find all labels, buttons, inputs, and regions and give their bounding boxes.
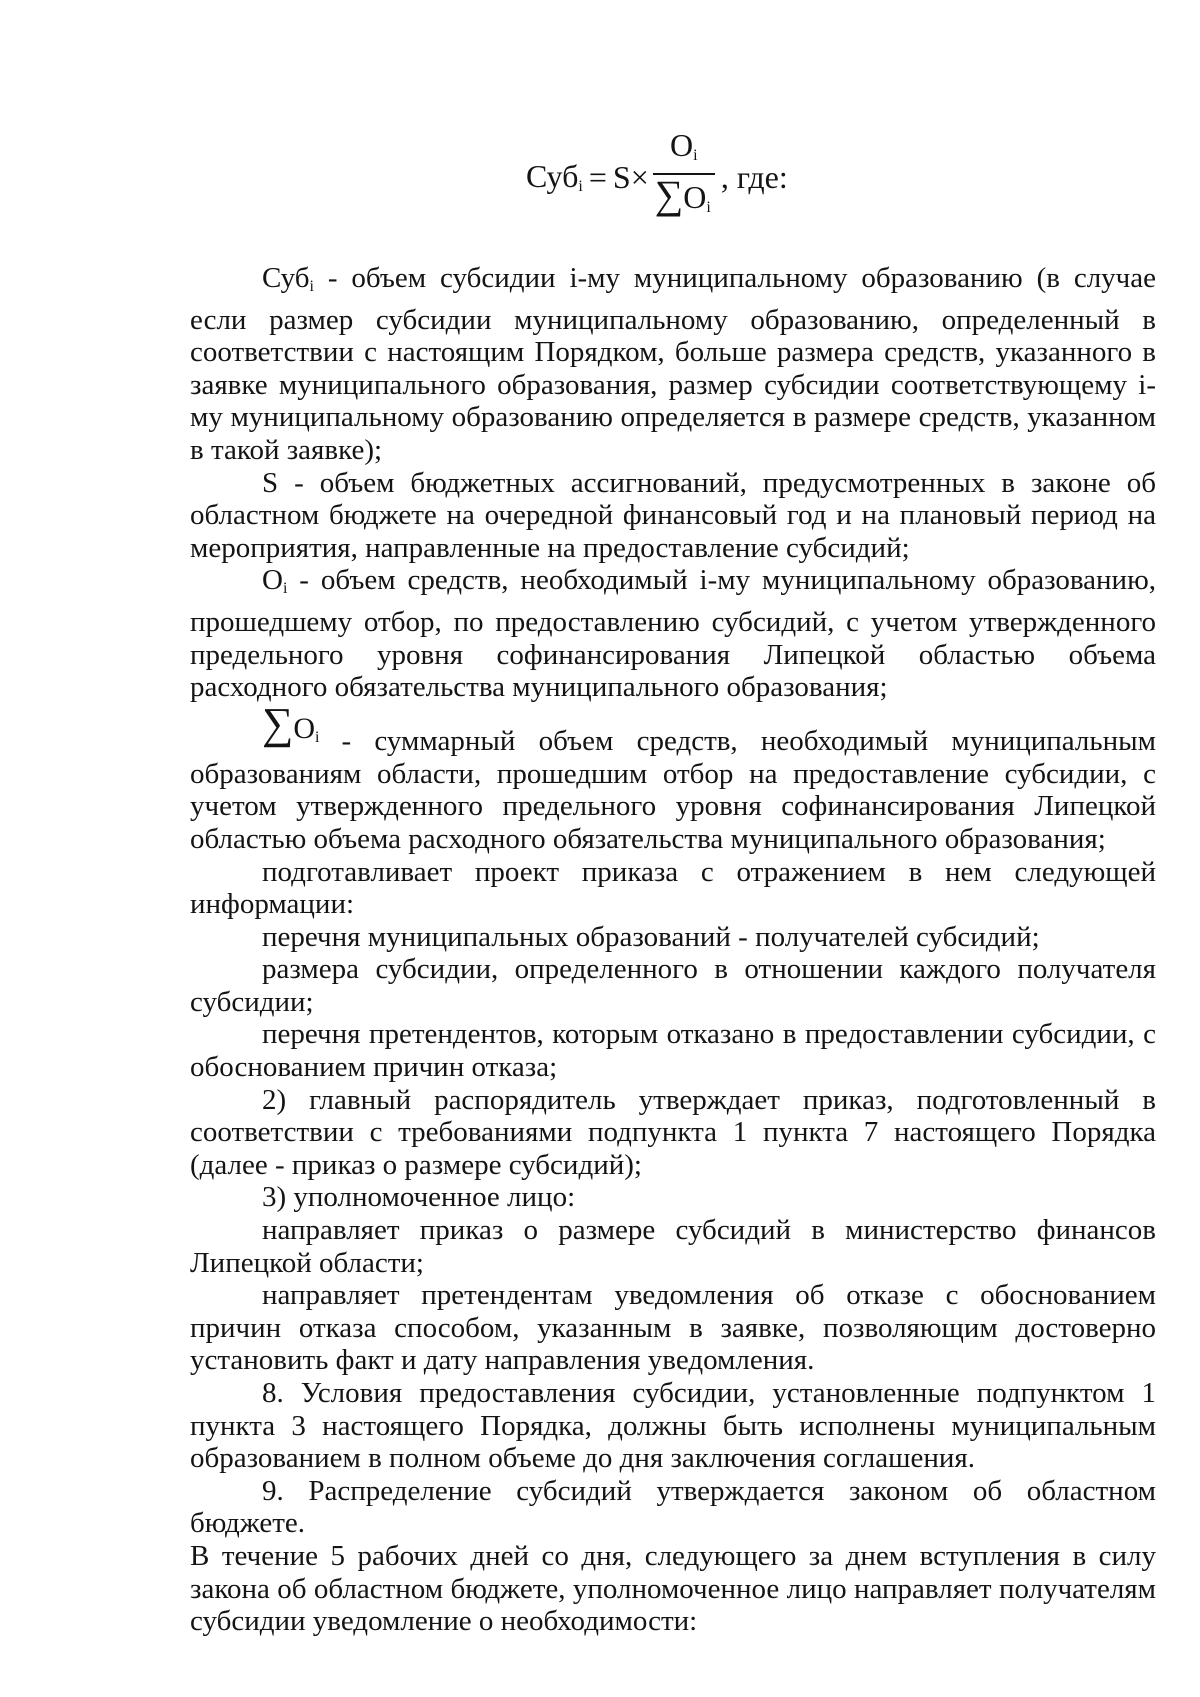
formula-s: S <box>612 158 631 195</box>
paragraph: 9. Распределение субсидий утверждается законом об областном бюджете. <box>190 1474 1156 1540</box>
paragraph: перечня претендентов, которым отказано в предоставлении субсидии, с обоснованием причин отказа; <box>190 1018 1156 1084</box>
definition-sum-o-i <box>190 698 1156 758</box>
paragraph: подготавливает проект приказа с отражением в нем следующей информации: <box>190 855 1156 921</box>
formula-denominator: $\sum O_i$ <box>653 173 715 226</box>
sum-symbol: $\sum O_i$ <box>262 698 320 748</box>
paragraph: направляет претендентам уведомления об отказе с обоснованием причин отказа способом, указанным в заявке, позволяющим достоверно установить факт и дату направления уведомления. <box>190 1279 1156 1377</box>
paragraph: 3) уполномоченное лицо: <box>262 1181 576 1214</box>
formula-suffix: , где: <box>720 158 788 195</box>
sum-definition-first-line: - суммарный объем средств, необходимый муниципальным <box>341 725 1156 758</box>
formula-times: × <box>630 158 649 195</box>
formula-fraction <box>653 128 715 226</box>
sum-definition-rest: образованиям области, прошедшим отбор на предоставление субсидии, с учетом утвержденного предельного уровня софинансирования Липецкой областью объема расходного обязательства муниципального образования; <box>190 757 1156 855</box>
final-paragraph: В течение 5 рабочих дней со дня, следующего за днем вступления в силу закона об областном бюджете, уполномоченное лицо направляет получателям субсидии уведомление о необходимости: <box>190 1539 1156 1638</box>
subsidy-formula <box>526 128 788 226</box>
paragraph: 2) главный распорядитель утверждает приказ, подготовленный в соответствии с требованиями подпункта 1 пункта 7 настоящего Порядка (далее - приказ о размере субсидий); <box>190 1083 1156 1181</box>
definition-s: S - объем бюджетных ассигнований, предусмотренных в законе об областном бюджете на очередной финансовый год и на плановый период на мероприятия, направленные на предоставление субсидий; <box>190 466 1156 564</box>
paragraph: перечня муниципальных образований - получателей субсидий; <box>262 920 1040 953</box>
document-body <box>190 262 1156 1638</box>
paragraph: 8. Условия предоставления субсидии, установленные подпунктом 1 пункта 3 настоящего Порядка, должны быть исполнены муниципальным образованием в полном объеме до дня заключения соглашения. <box>190 1377 1156 1475</box>
formula-equals: = <box>588 158 607 195</box>
formula-lhs: Суб$_i$ <box>526 158 583 195</box>
paragraph: размера субсидии, определенного в отношении каждого получателя субсидии; <box>190 953 1156 1018</box>
formula-numerator: $O_i$ <box>670 127 698 164</box>
definition-sub-i: Суб$_i$ - объем субсидии i-му муниципальному образованию (в случае если размер субсидии муниципальному образованию, определенный в соответствии с настоящим Порядком, больше размера средств, указанного в заявке муниципального образования, размер субсидии соответствующему i-му муниципальному образованию определяется в размере средств, указанном в такой заявке); <box>190 262 1156 466</box>
paragraph: направляет приказ о размере субсидий в министерство финансов Липецкой области; <box>190 1214 1156 1279</box>
definition-o-i: $O_i$ - объем средств, необходимый i-му муниципальному образованию, прошедшему отбор, по предоставлению субсидий, с учетом утвержденного предельного уровня софинансирования Липецкой областью объема расходного обязательства муниципального образования; <box>190 564 1156 704</box>
